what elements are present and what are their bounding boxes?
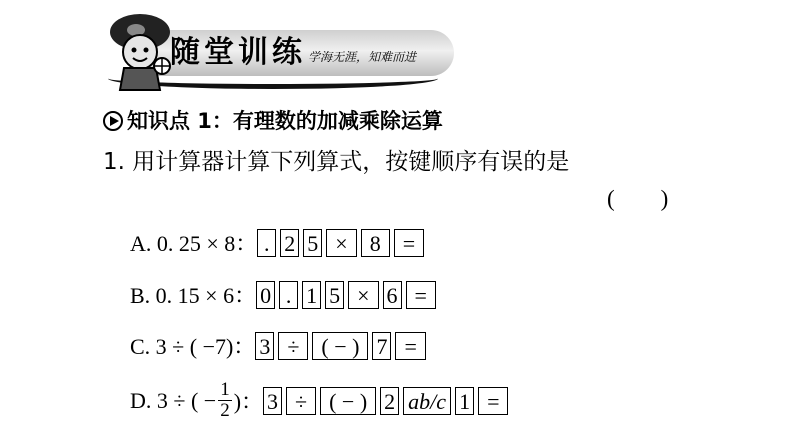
key-equals: = (394, 229, 424, 257)
option-label: B. 0. 15 × 6： (130, 283, 257, 308)
key-8: 8 (361, 229, 390, 257)
option-a (130, 227, 428, 258)
key-1: 1 (455, 387, 474, 415)
fraction-denominator: 2 (220, 400, 230, 421)
question-text: 1. 用计算器计算下列算式，按键顺序有误的是 (103, 149, 570, 175)
key-point: . (257, 229, 276, 257)
key-7: 7 (372, 332, 391, 360)
topic-heading (103, 106, 443, 136)
option-label: C. 3 ÷ ( −7)： (130, 334, 256, 359)
key-2: 2 (280, 229, 299, 257)
key-3: 3 (263, 387, 282, 415)
mascot-icon (100, 8, 180, 94)
key-6: 6 (383, 281, 402, 309)
key-fraction: ab/c (403, 387, 451, 415)
option-c (130, 330, 430, 361)
topic-label: 知识点 1：有理数的加减乘除运算 (127, 109, 443, 133)
key-divide: ÷ (278, 332, 308, 360)
key-5: 5 (325, 281, 344, 309)
play-icon (103, 111, 123, 131)
option-d (130, 380, 512, 421)
key-divide: ÷ (286, 387, 316, 415)
answer-blank: ( ) (607, 186, 669, 211)
option-label: A. 0. 25 × 8： (130, 231, 258, 256)
banner-title: 随堂训练 (170, 35, 306, 70)
fraction-numerator: 1 (220, 379, 230, 400)
option-label-prefix: D. 3 ÷ ( − (130, 387, 217, 413)
section-banner (100, 8, 460, 94)
key-0: 0 (256, 281, 275, 309)
key-3: 3 (255, 332, 274, 360)
key-negative: ( − ) (320, 387, 376, 415)
key-equals: = (395, 332, 425, 360)
key-equals: = (406, 281, 436, 309)
key-equals: = (478, 387, 508, 415)
key-point: . (279, 281, 298, 309)
key-2: 2 (380, 387, 399, 415)
key-negative: ( − ) (312, 332, 368, 360)
key-1: 1 (302, 281, 321, 309)
key-multiply: × (326, 229, 356, 257)
fraction (218, 380, 232, 421)
key-5: 5 (303, 229, 322, 257)
option-b (130, 279, 440, 310)
banner-motto: 学海无涯，知难而进 (308, 50, 417, 64)
option-label-suffix: )： (233, 389, 264, 414)
key-multiply: × (348, 281, 378, 309)
